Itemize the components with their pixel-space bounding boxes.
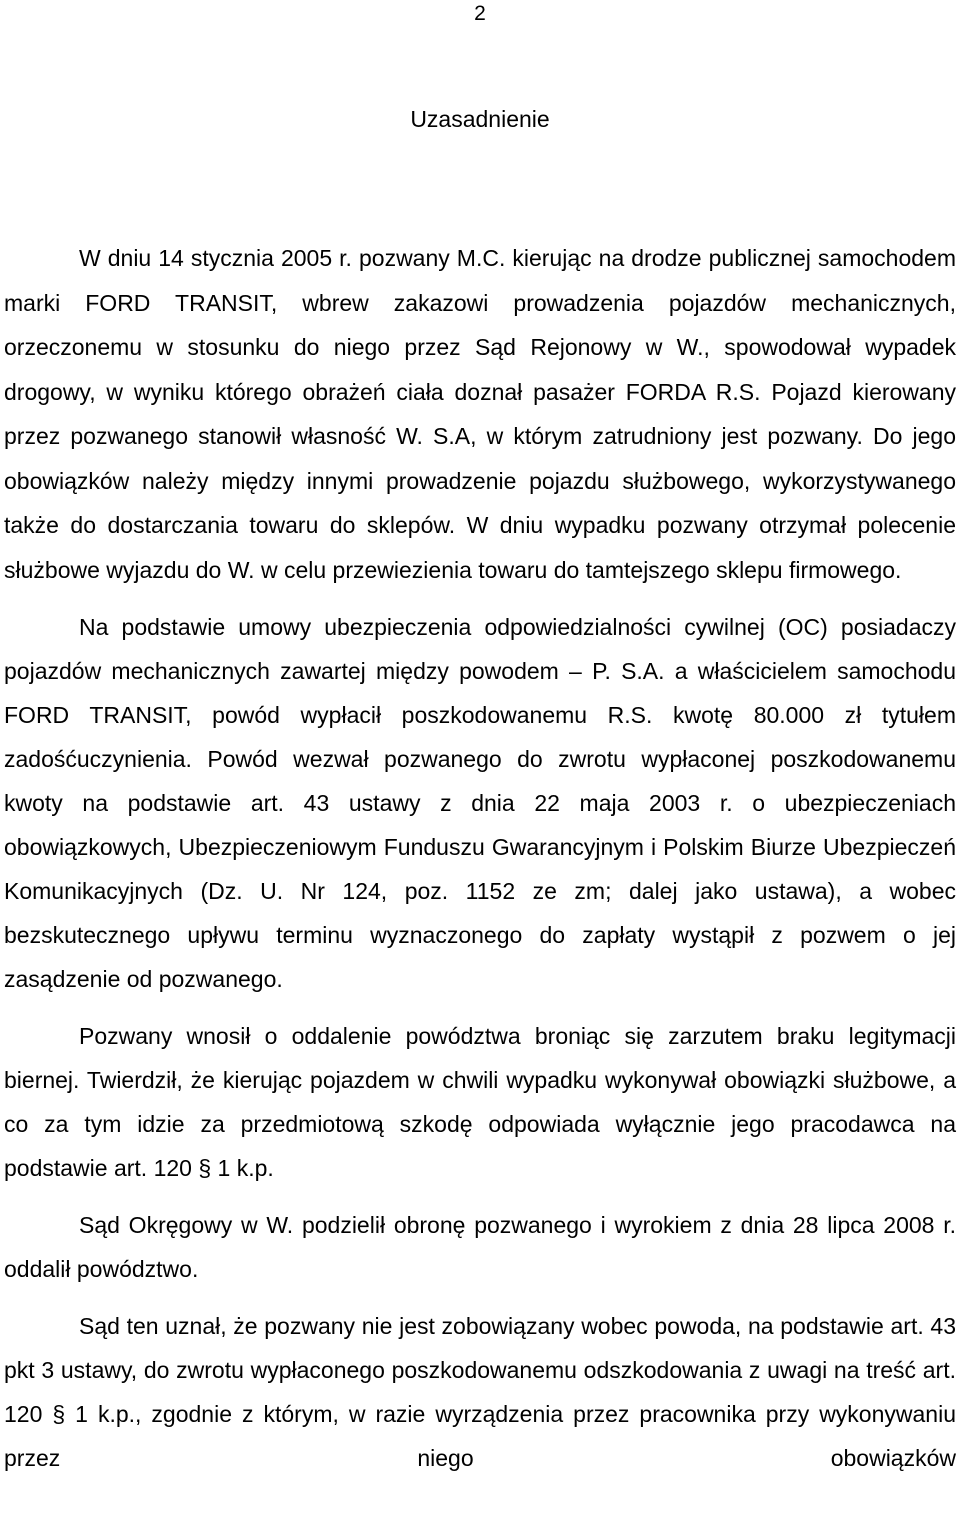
- paragraph-incident: W dniu 14 stycznia 2005 r. pozwany M.C. kierując na drodze publicznej samochodem marki FORD TRANSIT, wbrew zakazowi prowadzenia pojazdów mechanicznych, orzeczonemu w stosunku do niego przez Sąd Rejonowy w W., spowodował wypadek drogowy, w wyniku którego obrażeń ciała doznał pasażer FORDA R.S. Pojazd kierowany przez pozwanego stanowił własność W. S.A, w którym zatrudniony jest pozwany. Do jego obowiązków należy między innymi prowadzenie pojazdu służbowego, wykorzystywanego także do dostarczania towaru do sklepów. W dniu wypadku pozwany otrzymał polecenie służbowe wyjazdu do W. w celu przewiezienia towaru do tamtejszego sklepu firmowego.: [4, 245, 956, 583]
- document-title: Uzasadnienie: [410, 106, 550, 132]
- paragraph-district-court-ruling: Sąd Okręgowy w W. podzielił obronę pozwanego i wyrokiem z dnia 28 lipca 2008 r. oddalił powództwo.: [4, 1212, 956, 1282]
- page-number: 2: [474, 2, 486, 25]
- paragraph-defendant-position: Pozwany wnosił o oddalenie powództwa broniąc się zarzutem braku legitymacji biernej. Twierdził, że kierując pojazdem w chwili wypadku wykonywał obowiązki służbowe, a co za tym idzie za przedmiotową szkodę odpowiada wyłącznie jego pracodawca na podstawie art. 120 § 1 k.p.: [4, 1023, 956, 1181]
- paragraph-court-reasoning: Sąd ten uznał, że pozwany nie jest zobowiązany wobec powoda, na podstawie art. 43 pkt 3 ustawy, do zwrotu wypłaconego poszkodowanemu odszkodowania z uwagi na treść art. 120 § 1 k.p., zgodnie z którym, w razie wyrządzenia przez pracownika przy wykonywaniu przez niego obowiązków: [4, 1313, 956, 1471]
- paragraph-insurance-claim: Na podstawie umowy ubezpieczenia odpowiedzialności cywilnej (OC) posiadaczy pojazdów mechanicznych zawartej między powodem – P. S.A. a właścicielem samochodu FORD TRANSIT, powód wypłacił poszkodowanemu R.S. kwotę 80.000 zł tytułem zadośćuczynienia. Powód wezwał pozwanego do zwrotu wypłaconej poszkodowanemu kwoty na podstawie art. 43 ustawy z dnia 22 maja 2003 r. o ubezpieczeniach obowiązkowych, Ubezpieczeniowym Funduszu Gwarancyjnym i Polskim Biurze Ubezpieczeń Komunikacyjnych (Dz. U. Nr 124, poz. 1152 ze zm; dalej jako ustawa), a wobec bezskutecznego upływu terminu wyznaczonego do zapłaty wystąpił z pozwem o jej zasądzenie od pozwanego.: [4, 614, 956, 992]
- document-body: [4, 236, 956, 1480]
